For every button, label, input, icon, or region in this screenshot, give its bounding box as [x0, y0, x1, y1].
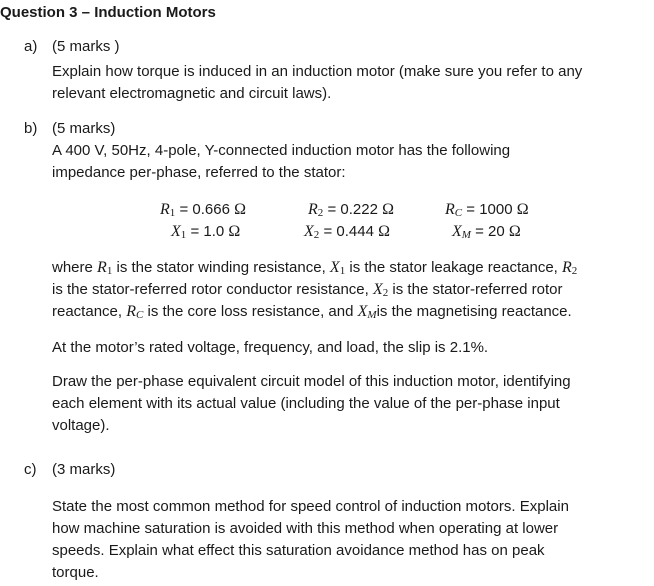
- part-c-line-2: how machine saturation is avoided with this method when operating at lower: [52, 520, 559, 537]
- draw-line-2: each element with its actual value (including the value of the per-phase input: [52, 395, 560, 412]
- question-title: Question 3 – Induction Motors: [0, 4, 216, 21]
- draw-line-3: voltage).: [52, 417, 110, 434]
- param-rc: $R_C = 1000$ Ω: [445, 201, 529, 219]
- param-xm: $X_M = 20$ Ω: [452, 223, 521, 241]
- param-r2: $R_2 = 0.222$ Ω: [308, 201, 394, 219]
- where-line-2: is the stator-referred rotor conductor resistance, $X_2$ is the stator-referred rotor: [52, 281, 563, 299]
- part-c-line-4: torque.: [52, 564, 99, 581]
- slip-line: At the motor’s rated voltage, frequency, and load, the slip is 2.1%.: [52, 339, 489, 356]
- part-b-intro-2: impedance per-phase, referred to the stator:: [52, 164, 346, 181]
- param-x1: $X_1 = 1.0$ Ω: [171, 223, 241, 241]
- part-b-intro-1: A 400 V, 50Hz, 4-pole, Y-connected induction motor has the following: [52, 142, 511, 159]
- part-a-marks: (5 marks ): [52, 38, 120, 55]
- part-a-label: a): [24, 38, 38, 55]
- part-a-line-2: relevant electromagnetic and circuit laws).: [52, 85, 332, 102]
- part-c-label: c): [24, 461, 37, 478]
- param-x2: $X_2 = 0.444$ Ω: [304, 223, 390, 241]
- part-c-line-1: State the most common method for speed control of induction motors. Explain: [52, 498, 569, 515]
- part-c-marks: (3 marks): [52, 461, 116, 478]
- where-line-1: where $R_1$ is the stator winding resistance, $X_1$ is the stator leakage reactance, $R_2$: [52, 259, 578, 277]
- draw-line-1: Draw the per-phase equivalent circuit model of this induction motor, identifying: [52, 373, 571, 390]
- where-line-3: reactance, $R_C$ is the core loss resistance, and $X_Mis$ the magnetising reactance.: [52, 303, 572, 321]
- param-r1: $R_1 = 0.666$ Ω: [160, 201, 246, 219]
- part-b-marks: (5 marks): [52, 120, 116, 137]
- part-a-line-1: Explain how torque is induced in an induction motor (make sure you refer to any: [52, 63, 583, 80]
- part-c-line-3: speeds. Explain what effect this saturation avoidance method has on peak: [52, 542, 545, 559]
- part-b-label: b): [24, 120, 38, 137]
